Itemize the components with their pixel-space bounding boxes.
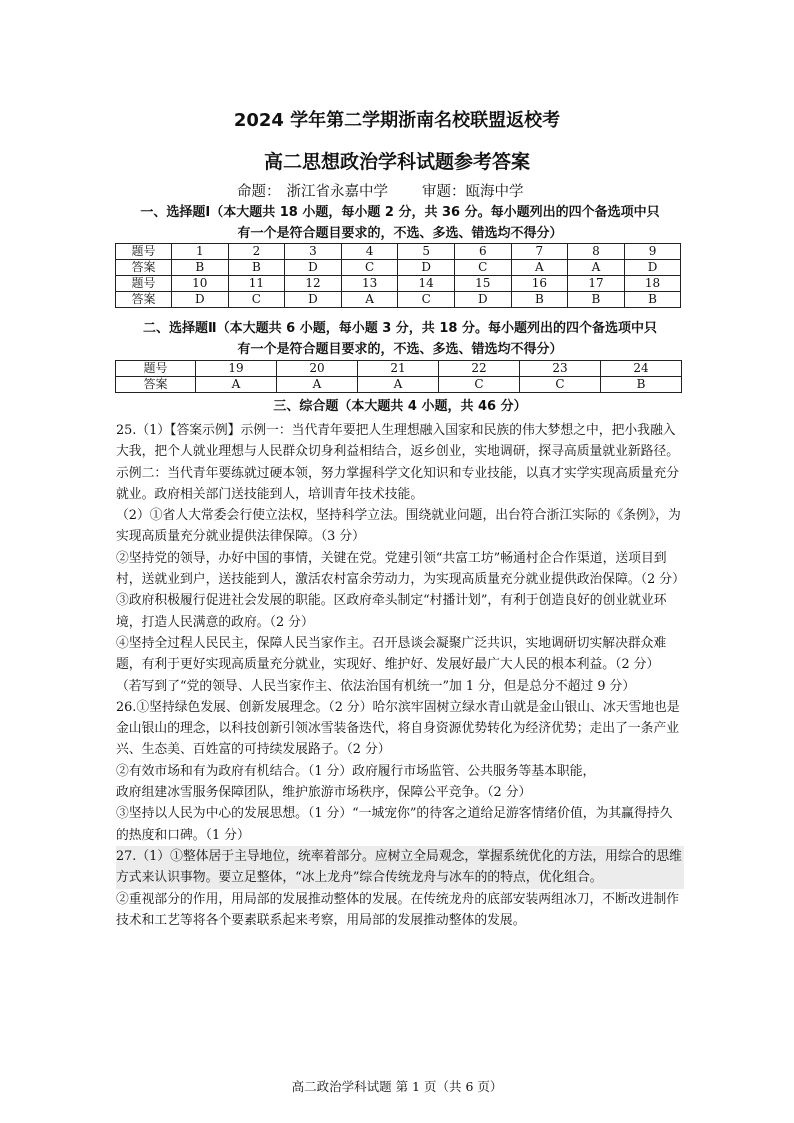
page-footer: 高二政治学科试题 第 1 页（共 6 页） [291,1079,503,1094]
table-row [116,260,681,276]
answer-table-2 [115,360,682,393]
reviewer-text: 审题：瓯海中学 [422,184,524,200]
row-label: 题号 [116,276,172,292]
question-number: 1 [172,244,229,260]
paragraph: ③政府积极履行促进社会发展的职能。区政府牵头制定“村播计划”，有利于创造良好的创业就业环境，打造人民满意的政府。（2 分） [116,593,667,630]
question-number: 19 [196,361,277,377]
answer-cell: C [520,377,601,393]
question-number: 13 [341,276,398,292]
question-number: 15 [454,276,511,292]
paragraph: （若写到了“党的领导、人民当家作主、依法治国有机统一”加 1 分，但是总分不超过 9 分） [116,678,636,694]
setter-school: 浙江省永嘉中学 [286,184,388,200]
question-number: 9 [624,244,681,260]
question-number: 2 [228,244,285,260]
answer-cell: A [511,260,568,276]
answer-cell: B [172,260,229,276]
paragraph: ④坚持全过程人民民主，保障人民当家作主。召开恳谈会凝聚广泛共识，实地调研切实解决群众难题，有利于更好实现高质量充分就业，实现好、维护好、发展好最广大人民的根本利益。（2 分） [116,635,667,673]
row-label: 答案 [116,260,172,276]
question-number: 6 [454,244,511,260]
answer-cell: A [196,377,277,393]
question-number: 17 [568,276,625,292]
paragraph: 26.①坚持绿色发展、创新发展理念。（2 分）哈尔滨牢固树立绿水青山就是金山银山、冰天雪地也是金山银山的理念，以科技创新引领冰雪装备迭代，将自身资源优势转化为经济优势；走出了一条产业兴、生态美、百姓富的可持续发展路子。（2 分） [116,699,680,758]
answer-cell: D [172,292,229,308]
answer-cell: D [285,292,342,308]
answer-cell: C [398,292,455,308]
answer-table-1 [115,243,681,308]
row-label: 答案 [116,377,196,393]
question-number: 10 [172,276,229,292]
answer-cell: C [341,260,398,276]
row-label: 答案 [116,292,172,308]
answer-cell: A [568,260,625,276]
paragraph: 政府组建冰雪服务保障团队，维护旅游市场秩序，保障公平竞争。（2 分） [116,785,532,801]
table-row [116,276,681,292]
question-number: 12 [285,276,342,292]
answer-cell: B [228,260,285,276]
exam-subtitle: 高二思想政治学科试题参考答案 [263,151,530,173]
highlighted-paragraph: 27.（1）①整体居于主导地位，统率着部分。应树立全局观念，掌握系统优化的方法，用综合的思维方式来认识事物。要立足整体，“冰上龙舟”综合传统龙舟与冰车的的特点，优化组合。 [116,846,684,889]
answer-cell: D [285,260,342,276]
question-number: 11 [228,276,285,292]
table-row [116,244,681,260]
question-number: 7 [511,244,568,260]
answer-cell: A [341,292,398,308]
answer-body [116,420,684,931]
authors-line [237,180,530,201]
question-number: 4 [341,244,398,260]
answer-cell: B [568,292,625,308]
section1-heading-line2: 有一个是符合题目要求的，不选、多选、错选均不得分） [237,226,563,241]
table-row [116,361,682,377]
question-number: 8 [568,244,625,260]
answer-cell: A [277,377,358,393]
paragraph: ②重视部分的作用，用局部的发展推动整体的发展。在传统龙舟的底部安装两组冰刀，不断改进制作技术和工艺等将各个要素联系起来考察，用局部的发展推动整体的发展。 [116,891,680,928]
answer-cell: B [601,377,682,393]
question-number: 14 [398,276,455,292]
section3-heading: 三、综合题（本大题共 4 小题，共 46 分） [273,399,527,414]
answer-cell: C [228,292,285,308]
question-number: 22 [439,361,520,377]
exam-title: 2024 学年第二学期浙南名校联盟返校考 [233,110,561,131]
answer-cell: D [454,292,511,308]
paragraph: ②有效市场和有为政府有机结合。（1 分）政府履行市场监管、公共服务等基本职能， [116,763,596,779]
answer-cell: C [454,260,511,276]
answer-cell: A [358,377,439,393]
paragraph: 25.（1）【答案示例】示例一：当代青年要把人生理想融入国家和民族的伟大梦想之中，把小我融入大我，把个人就业理想与人民群众切身利益相结合，返乡创业，实地调研，探寻高质量就业新路径。 [116,423,680,460]
section1-heading-line1: 一、选择题Ⅰ（本大题共 18 小题，每小题 2 分，共 36 分。每小题列出的四个备选项中只 [140,205,660,220]
question-number: 5 [398,244,455,260]
question-number: 21 [358,361,439,377]
table-row [116,377,682,393]
paragraph: ③坚持以人民为中心的发展思想。（1 分）“一城宠你”的待客之道给足游客情绪价值，为其赢得持久的热度和口碑。（1 分） [116,806,673,843]
section1-heading [110,202,690,244]
question-number: 3 [285,244,342,260]
paragraph: 示例二：当代青年要练就过硬本领，努力掌握科学文化知识和专业技能，以真才实学实现高质量充分就业。政府相关部门送技能到人，培训青年技术技能。 [116,465,680,502]
table-row [116,292,681,308]
question-number: 20 [277,361,358,377]
paragraph: ②坚持党的领导，办好中国的事情，关键在党。党建引领“共富工坊”畅通村企合作渠道，送项目到村，送就业到户，送技能到人，激活农村富余劳动力，为实现高质量充分就业提供政治保障。（2 分） [116,550,685,588]
row-label: 题号 [116,361,196,377]
answer-cell: B [624,292,681,308]
section2-heading [110,318,690,360]
question-number: 18 [624,276,681,292]
section2-heading-line2: 有一个是符合题目要求的，不选、多选、错选均不得分） [237,342,563,357]
answer-cell: B [511,292,568,308]
paragraph: （2）①省人大常委会行使立法权，坚持科学立法。围绕就业问题，出台符合浙江实际的《条例》，为实现高质量充分就业提供法律保障。（3 分） [116,508,681,545]
answer-cell: D [624,260,681,276]
answer-cell: D [398,260,455,276]
setter-label: 命题： [237,184,281,200]
question-number: 16 [511,276,568,292]
row-label: 题号 [116,244,172,260]
section2-heading-line1: 二、选择题Ⅱ（本大题共 6 小题，每小题 3 分，共 18 分。每小题列出的四个备选项中只 [143,321,657,336]
question-number: 24 [601,361,682,377]
question-number: 23 [520,361,601,377]
answer-cell: C [439,377,520,393]
